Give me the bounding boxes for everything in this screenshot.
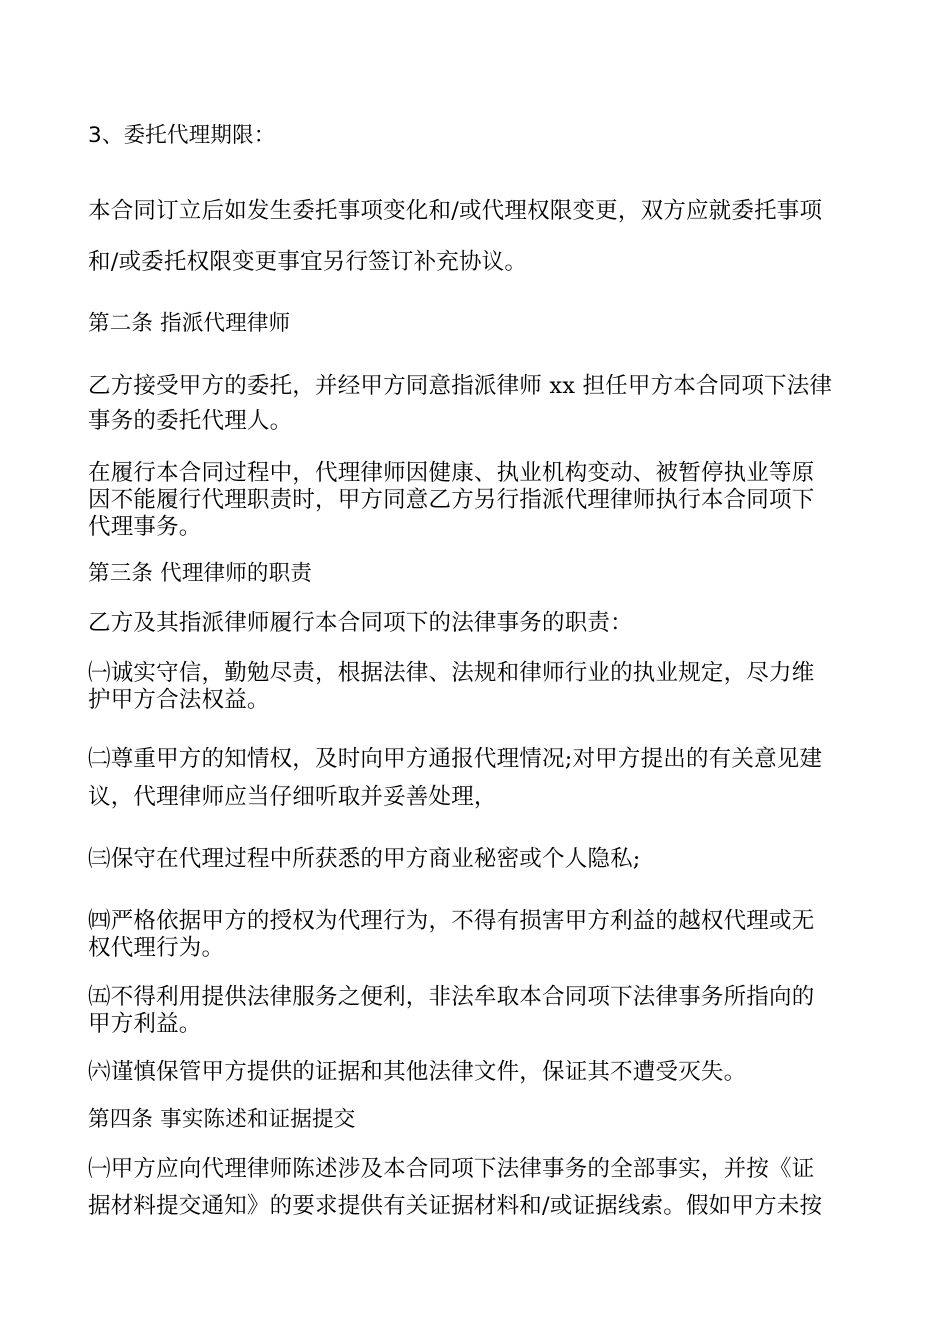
- list-item-line: 甲方利益。: [88, 1011, 202, 1037]
- list-item-line: 护甲方合法权益。: [88, 687, 270, 713]
- article-heading-4: 第四条 事实陈述和证据提交: [88, 1107, 356, 1132]
- list-item-line: ㈤不得利用提供法律服务之便利，非法牟取本合同项下法律事务所指向的: [88, 984, 815, 1010]
- list-item-line: ㈡尊重甲方的知情权，及时向甲方通报代理情况;对甲方提出的有关意见建: [88, 746, 823, 772]
- section-clause-term: 3、委托代理期限：: [88, 123, 276, 148]
- list-item-line: 权代理行为。: [88, 935, 225, 961]
- list-item-line: 议，代理律师应当仔细听取并妥善处理，: [88, 784, 497, 810]
- paragraph-line: 代理事务。: [88, 514, 202, 540]
- list-item-line: ㈣严格依据甲方的授权为代理行为，不得有损害甲方利益的越权代理或无: [88, 908, 815, 934]
- paragraph-line: 乙方接受甲方的委托，并经甲方同意指派律师 xx 担任甲方本合同项下法律: [88, 373, 833, 399]
- list-item-line: 据材料提交通知》的要求提供有关证据材料和/或证据线索。假如甲方未按: [88, 1193, 823, 1219]
- paragraph-line: 和/或委托权限变更事宜另行签订补充协议。: [88, 249, 528, 275]
- list-item-line: ㈠甲方应向代理律师陈述涉及本合同项下法律事务的全部事实，并按《证: [88, 1156, 815, 1182]
- list-item-line: ㈢保守在代理过程中所获悉的甲方商业秘密或个人隐私;: [88, 846, 641, 872]
- article-heading-2: 第二条 指派代理律师: [88, 311, 291, 336]
- paragraph-line: 因不能履行代理职责时，甲方同意乙方另行指派代理律师执行本合同项下: [88, 487, 815, 513]
- paragraph-line: 乙方及其指派律师履行本合同项下的法律事务的职责：: [88, 610, 633, 636]
- list-item-line: ㈠诚实守信，勤勉尽责，根据法律、法规和律师行业的执业规定，尽力维: [88, 660, 815, 686]
- article-heading-3: 第三条 代理律师的职责: [88, 561, 313, 586]
- paragraph-line: 在履行本合同过程中，代理律师因健康、执业机构变动、被暂停执业等原: [88, 460, 815, 486]
- list-item-line: ㈥谨慎保管甲方提供的证据和其他法律文件，保证其不遭受灭失。: [88, 1059, 747, 1085]
- paragraph-line: 本合同订立后如发生委托事项变化和/或代理权限变更，双方应就委托事项: [88, 198, 823, 224]
- paragraph-line: 事务的委托代理人。: [88, 408, 293, 434]
